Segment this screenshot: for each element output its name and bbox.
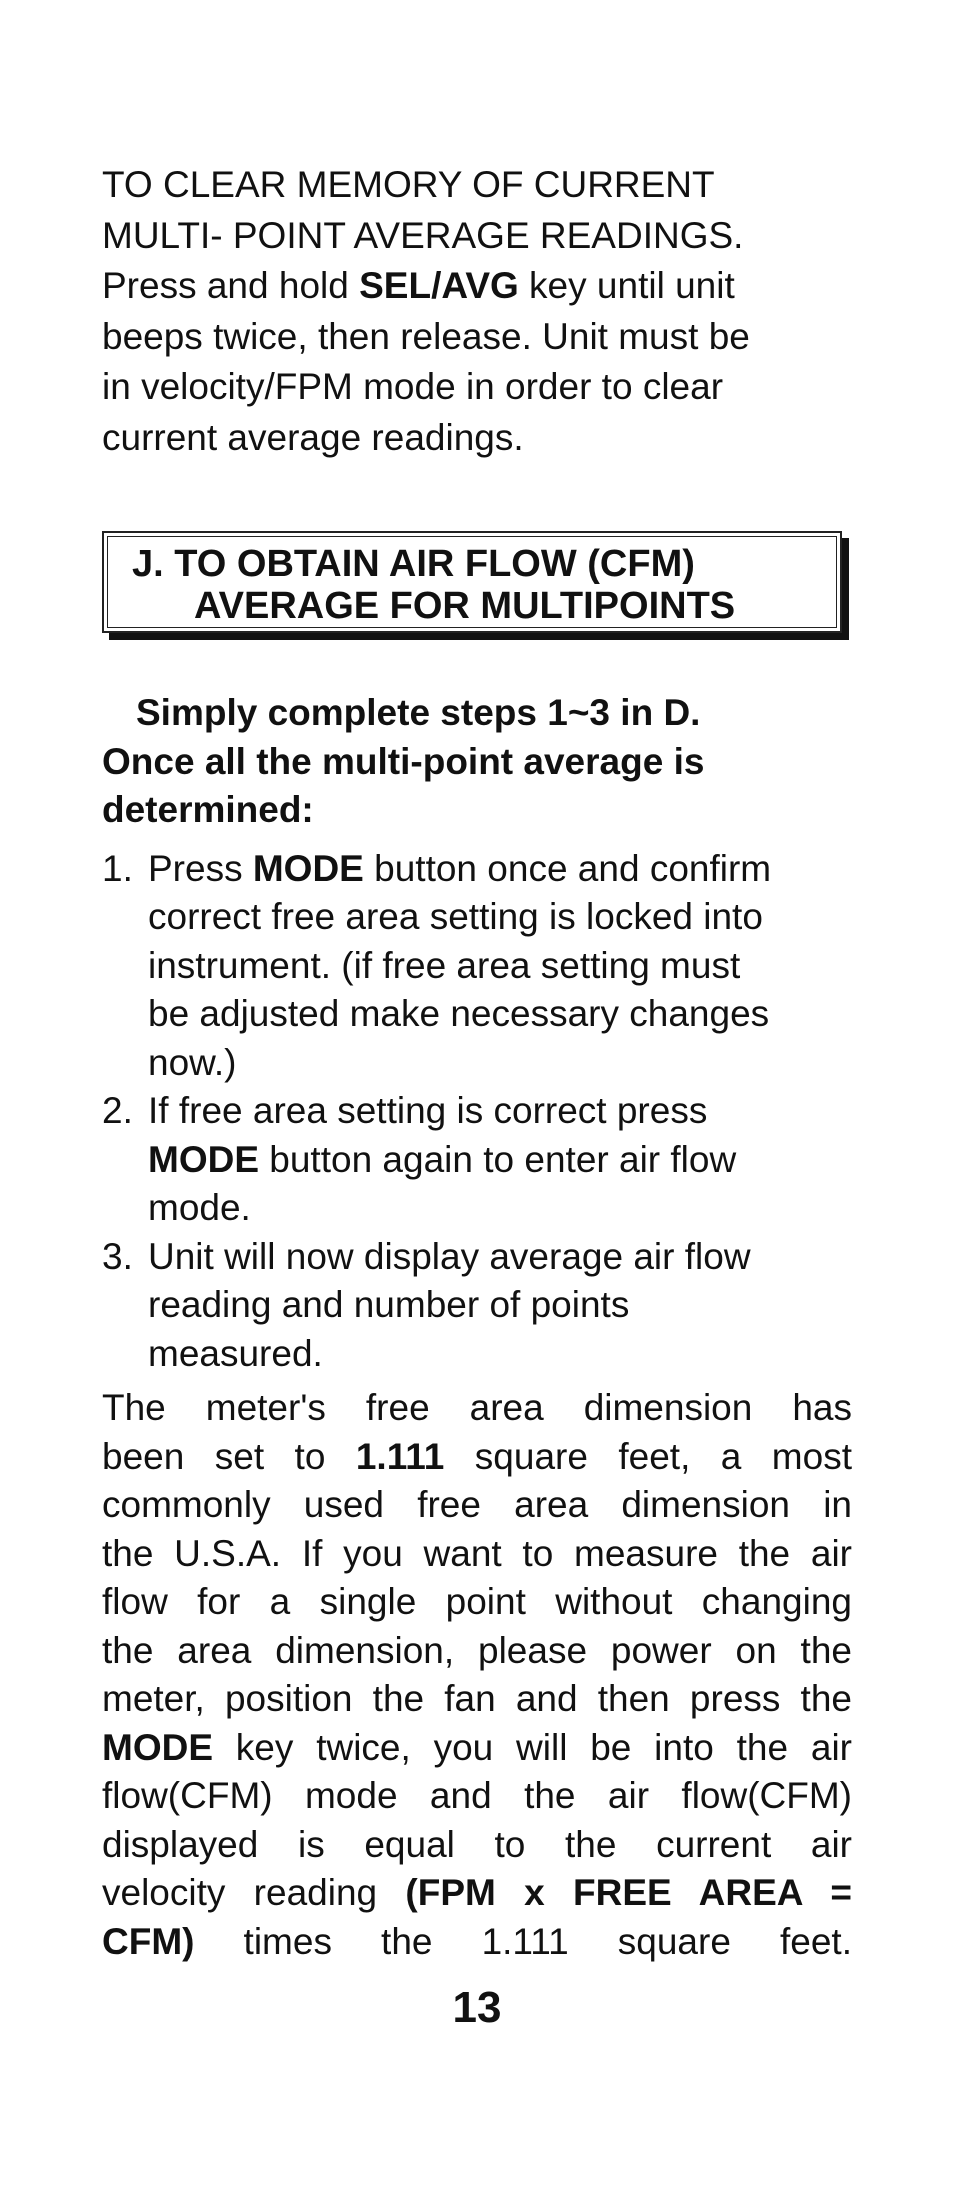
step-text: Unit will now display average air flow (148, 1235, 751, 1277)
step-text: correct free area setting is locked into (148, 896, 763, 937)
formula-text: CFM) (102, 1920, 195, 1962)
intro-line: TO CLEAR MEMORY OF CURRENT (102, 164, 715, 205)
body-line: meter, position the fan and then press the (102, 1678, 852, 1719)
step-text: now.) (148, 1041, 237, 1083)
lead-line: determined: (102, 789, 314, 830)
steps-list (102, 845, 852, 1379)
body-line: been set to 1.111 square feet, a most (102, 1435, 852, 1477)
lead-paragraph (102, 689, 852, 835)
formula-text: (FPM x FREE AREA = (405, 1872, 853, 1913)
step-text: button once and confirm (363, 847, 772, 889)
body-line: displayed is equal to the current air (102, 1823, 852, 1865)
section-heading-box (102, 531, 842, 633)
body-line: the U.S.A. If you want to measure the air (102, 1532, 852, 1574)
intro-line: Press and hold (102, 265, 360, 306)
section-heading-line-1: J. TO OBTAIN AIR FLOW (CFM) (132, 543, 695, 585)
sel-avg-key-label: SEL/AVG (359, 265, 519, 306)
body-line: commonly used free area dimension in (102, 1484, 852, 1525)
mode-key-label: MODE (252, 847, 364, 889)
step-text: button again to enter air flow (259, 1138, 737, 1180)
page-content (102, 160, 852, 1966)
body-line: CFM) times the 1.111 square feet. (102, 1920, 852, 1962)
intro-line: current average readings. (102, 416, 524, 458)
mode-key-label: MODE (148, 1138, 259, 1180)
body-line: flow(CFM) mode and the air flow(CFM) (102, 1775, 852, 1816)
body-line: the area dimension, please power on the (102, 1629, 852, 1671)
body-paragraph (102, 1384, 852, 1966)
intro-line: beeps twice, then release. Unit must be (102, 315, 750, 357)
step-text: reading and number of points (148, 1284, 630, 1325)
step-number: 2. (102, 1090, 133, 1131)
step-number: 3. (102, 1235, 133, 1277)
step-text: be adjusted make necessary changes (148, 993, 770, 1034)
intro-line: in velocity/FPM mode in order to clear (102, 366, 724, 407)
lead-line: Simply complete steps 1~3 in D. (136, 692, 701, 733)
body-line: The meter's free area dimension has (102, 1387, 852, 1428)
step-text: mode. (148, 1187, 251, 1228)
area-value: 1.111 (355, 1435, 445, 1477)
step-text: instrument. (if free area setting must (148, 944, 741, 986)
list-item (102, 1087, 852, 1233)
step-number: 1. (102, 847, 133, 889)
lead-line: Once all the multi-point average is (102, 740, 705, 782)
section-heading-line-2: AVERAGE FOR MULTIPOINTS (194, 585, 736, 627)
body-line: MODE key twice, you will be into the air (102, 1726, 852, 1768)
list-item (102, 1233, 852, 1379)
body-line: velocity reading (FPM x FREE AREA = (102, 1872, 853, 1913)
page-number: 13 (452, 1983, 502, 2032)
list-item (102, 845, 852, 1088)
intro-line: MULTI- POINT AVERAGE READINGS. (102, 214, 744, 256)
mode-key-label: MODE (102, 1726, 213, 1768)
body-line: flow for a single point without changing (102, 1581, 852, 1622)
intro-line: key until unit (518, 265, 735, 306)
intro-paragraph (102, 160, 852, 463)
step-text: Press (148, 847, 253, 889)
step-text: If free area setting is correct press (148, 1090, 708, 1131)
step-text: measured. (148, 1332, 323, 1374)
